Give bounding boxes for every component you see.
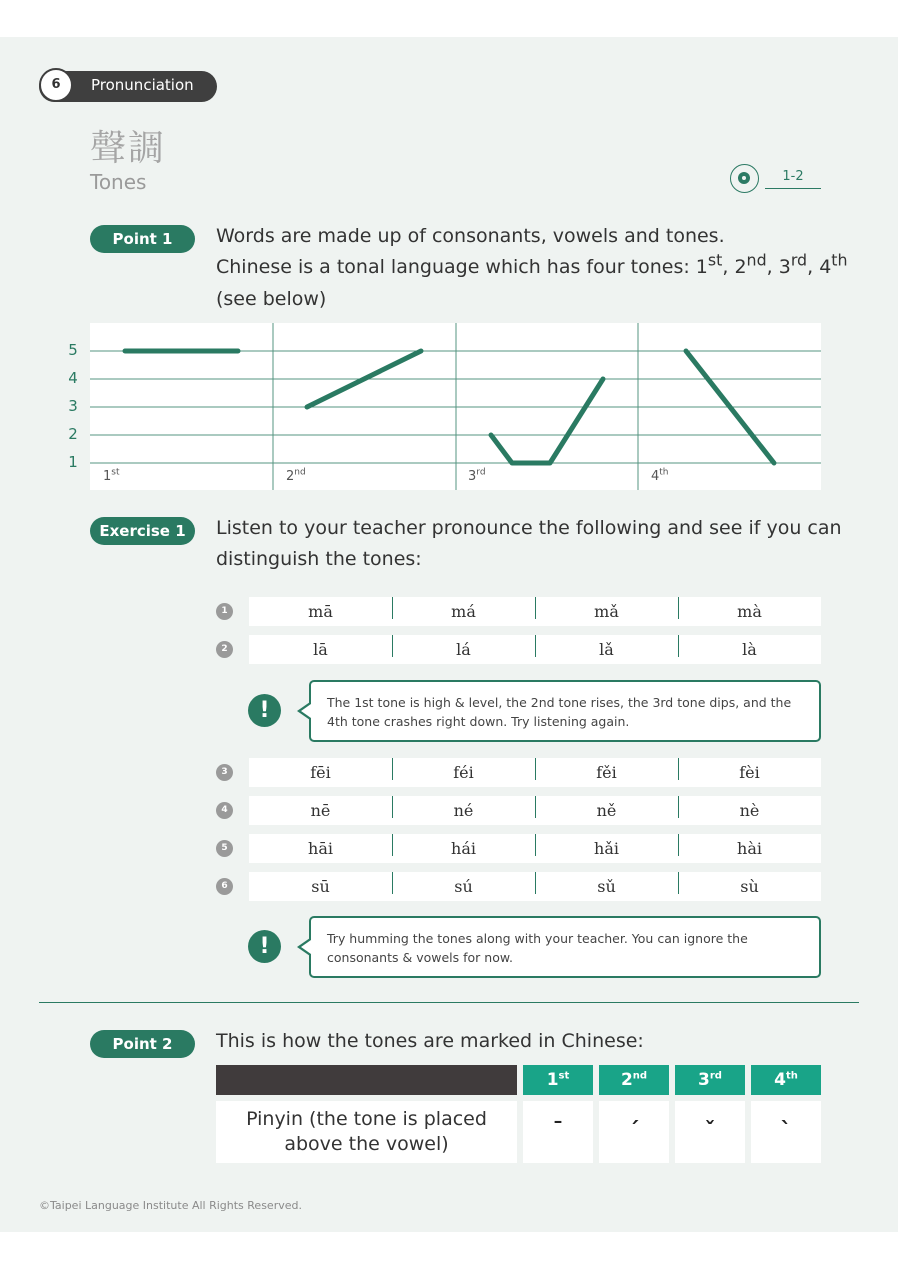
y-label-4: 4 <box>68 369 78 387</box>
table-header-blank <box>216 1065 517 1095</box>
point2-badge: Point 2 <box>90 1030 195 1058</box>
syllable-cell: mà <box>678 602 821 621</box>
table-row-label-line2: above the vowel) <box>284 1133 449 1155</box>
exercise1-instruction-line1: Listen to your teacher pronounce the following and see if you can <box>216 517 842 539</box>
speech-tail-inner <box>301 940 311 954</box>
tone-label-1: 1st <box>103 467 120 484</box>
syllable-cell: lá <box>392 640 535 659</box>
tone-label-2: 2nd <box>286 467 306 484</box>
copyright-footer: ©Taipei Language Institute All Rights Reserved. <box>39 1199 302 1212</box>
row-number-2: 2 <box>216 641 233 658</box>
tone-ordinal-3: 3rd <box>778 250 808 278</box>
row-number-1: 1 <box>216 603 233 620</box>
syllable-cell: fèi <box>678 763 821 782</box>
tone-ordinal-1: 1st <box>695 250 723 278</box>
section-title-chinese: 聲調 <box>90 128 167 169</box>
syllable-cell: hǎi <box>535 839 678 858</box>
row-number-3: 3 <box>216 764 233 781</box>
syllable-cell: sū <box>311 877 330 896</box>
exclamation-icon: ! <box>248 930 281 963</box>
tone-chart-svg <box>90 323 821 490</box>
row-number-6: 6 <box>216 878 233 895</box>
chapter-title: Pronunciation <box>91 76 194 94</box>
syllable-cell: lā <box>313 640 328 659</box>
syllable-cell: lǎ <box>535 640 678 659</box>
point1-badge: Point 1 <box>90 225 195 253</box>
syllable-cell: mǎ <box>535 602 678 621</box>
tone-ordinal-4: 4th <box>819 250 848 278</box>
exercise1-badge: Exercise 1 <box>90 517 195 545</box>
section-divider <box>39 1002 859 1003</box>
exercise-row-2 <box>249 635 821 664</box>
tip-note-2: Try humming the tones along with your teacher. You can ignore the consonants & vowels for now. <box>309 916 821 978</box>
audio-disc-icon[interactable] <box>730 164 759 193</box>
y-label-3: 3 <box>68 397 78 415</box>
table-header-tone-1: 1st <box>523 1065 593 1095</box>
chapter-number: 6 <box>39 68 73 102</box>
exercise-row-4 <box>249 796 821 825</box>
row-number-4: 4 <box>216 802 233 819</box>
row-number-5: 5 <box>216 840 233 857</box>
exercise-row-3 <box>249 758 821 787</box>
syllable-cell: sǔ <box>535 877 678 896</box>
tone-label-3: 3rd <box>468 467 486 484</box>
point1-line1: Words are made up of consonants, vowels and tones. <box>216 225 725 247</box>
tone-line-3 <box>491 379 603 463</box>
tone-mark-1: ˉ <box>523 1101 593 1163</box>
y-label-5: 5 <box>68 341 78 359</box>
table-header-tone-3: 3rd <box>675 1065 745 1095</box>
syllable-cell: sù <box>678 877 821 896</box>
syllable-cell: hāi <box>308 839 333 858</box>
syllable-cell: fēi <box>310 763 331 782</box>
syllable-cell: né <box>392 801 535 820</box>
exercise-row-6 <box>249 872 821 901</box>
exercise1-instruction-line2: distinguish the tones: <box>216 548 422 570</box>
syllable-cell: fěi <box>535 763 678 782</box>
point1-line2: Chinese is a tonal language which has four tones: 1st, 2nd, 3rd, 4th <box>216 250 848 278</box>
audio-track-number: 1-2 <box>765 169 821 189</box>
syllable-cell: hài <box>678 839 821 858</box>
speech-tail-inner <box>301 704 311 718</box>
table-row-label-line1: Pinyin (the tone is placed <box>246 1108 487 1130</box>
syllable-cell: sú <box>392 877 535 896</box>
tone-ordinal-2: 2nd <box>734 250 767 278</box>
table-header-tone-4: 4th <box>751 1065 821 1095</box>
syllable-cell: nē <box>310 801 331 820</box>
table-header-tone-2: 2nd <box>599 1065 669 1095</box>
exercise-row-5 <box>249 834 821 863</box>
point1-line3: (see below) <box>216 288 327 310</box>
point2-text: This is how the tones are marked in Chinese: <box>216 1030 644 1052</box>
exclamation-icon: ! <box>248 694 281 727</box>
tone-chart <box>90 323 821 490</box>
syllable-cell: ně <box>535 801 678 820</box>
point1-line2-text: Chinese is a tonal language which has four tones: <box>216 256 696 278</box>
syllable-cell: féi <box>392 763 535 782</box>
tone-mark-4: ˋ <box>751 1101 821 1163</box>
tip-note-1: The 1st tone is high & level, the 2nd tone rises, the 3rd tone dips, and the 4th tone crashes right down. Try listening again. <box>309 680 821 742</box>
syllable-cell: nè <box>678 801 821 820</box>
syllable-cell: hái <box>392 839 535 858</box>
tone-mark-3: ˇ <box>675 1101 745 1163</box>
table-row-label <box>216 1101 517 1163</box>
syllable-cell: là <box>678 640 821 659</box>
tone-label-4: 4th <box>651 467 669 484</box>
tone-mark-2: ˊ <box>599 1101 669 1163</box>
syllable-cell: mā <box>308 602 333 621</box>
y-label-1: 1 <box>68 453 78 471</box>
section-title-english: Tones <box>90 170 147 194</box>
y-label-2: 2 <box>68 425 78 443</box>
exercise-row-1 <box>249 597 821 626</box>
syllable-cell: má <box>392 602 535 621</box>
